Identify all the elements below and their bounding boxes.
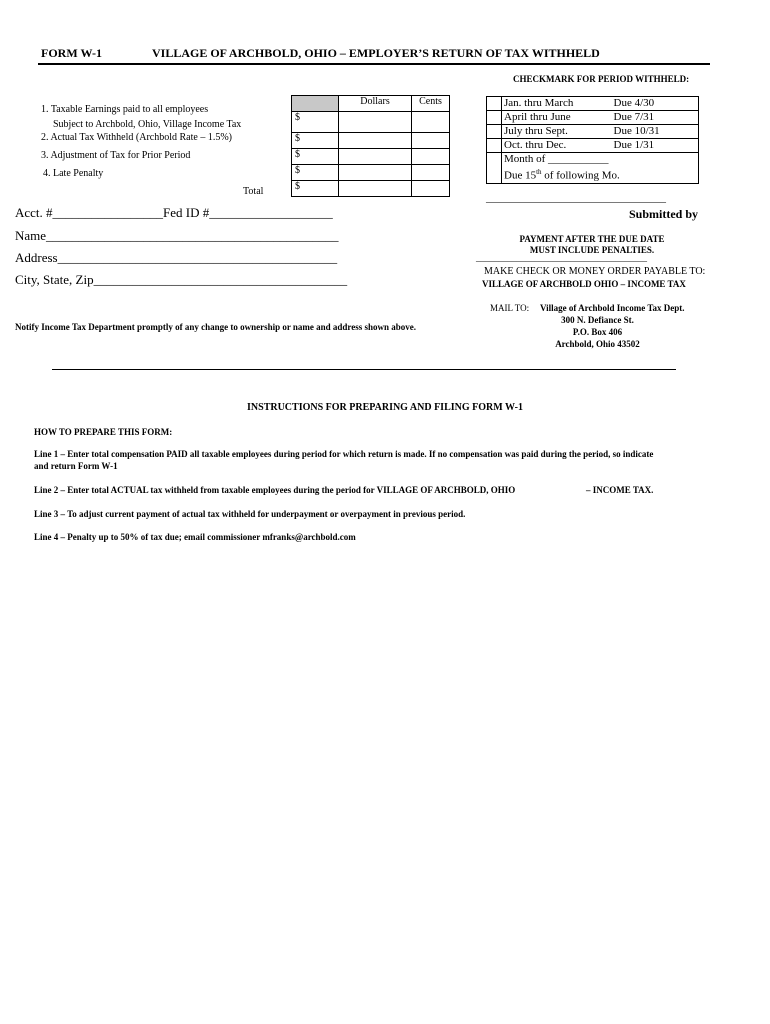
line4-dollars-input[interactable]: [339, 165, 412, 181]
mail-to-label: MAIL TO:: [490, 303, 530, 313]
submitted-by-label: Submitted by: [629, 207, 699, 221]
instruction-line2: Line 2 – Enter total ACTUAL tax withheld from taxable employees during the period for VILLAGE OF ARCHBOLD, OHIO: [34, 485, 516, 495]
line2-cents-input[interactable]: [412, 133, 450, 149]
total-dollars-input[interactable]: [339, 181, 412, 197]
name-field[interactable]: Name_____________________________________________: [15, 228, 339, 243]
monthly-due-suffix: of following Mo.: [541, 169, 620, 182]
line3-dollars-input[interactable]: [339, 149, 412, 165]
form-title: VILLAGE OF ARCHBOLD, OHIO – EMPLOYER’S RETURN OF TAX WITHHELD: [152, 46, 600, 60]
period-due: Due 4/30: [613, 97, 655, 109]
monthly-due-row: [502, 166, 699, 183]
instruction-line4: Line 4 – Penalty up to 50% of tax due; email commissioner mfranks@archbold.com: [34, 532, 356, 542]
period-label: Oct. thru Dec.: [504, 139, 567, 151]
line4-currency: $: [292, 165, 339, 181]
city-state-zip-field[interactable]: City, State, Zip_______________________________________: [15, 272, 348, 287]
line1-currency: $: [292, 112, 339, 133]
period-label: April thru June: [504, 111, 571, 123]
instructions-title: INSTRUCTIONS FOR PREPARING AND FILING FORM W-1: [247, 402, 523, 413]
instruction-line2-suffix: – INCOME TAX.: [586, 485, 654, 495]
notify-notice: Notify Income Tax Department promptly of any change to ownership or name and address shown above.: [15, 322, 417, 332]
amount-header-blank: [292, 96, 339, 112]
mail-address-2: 300 N. Defiance St.: [561, 315, 634, 325]
line3-label: 3. Adjustment of Tax for Prior Period: [41, 150, 191, 161]
period-checkbox[interactable]: [487, 153, 502, 184]
line2-dollars-input[interactable]: [339, 133, 412, 149]
instruction-line3: Line 3 – To adjust current payment of actual tax withheld for underpayment or overpayment in previous period.: [34, 509, 466, 519]
section-rule: [52, 369, 676, 370]
payment-divider: ______________________________________: [476, 253, 647, 263]
payable-line-2: VILLAGE OF ARCHBOLD OHIO – INCOME TAX: [482, 279, 686, 289]
line1-label: 1. Taxable Earnings paid to all employees: [41, 104, 209, 115]
period-checkbox[interactable]: [487, 139, 502, 153]
payment-notice-1: PAYMENT AFTER THE DUE DATE: [519, 234, 665, 244]
period-checkbox[interactable]: [487, 125, 502, 139]
line1-dollars-input[interactable]: [339, 112, 412, 133]
period-label: July thru Sept.: [504, 125, 568, 137]
line1-cents-input[interactable]: [412, 112, 450, 133]
line3-currency: $: [292, 149, 339, 165]
period-due: Due 10/31: [613, 125, 660, 137]
mail-address-4: Archbold, Ohio 43502: [555, 339, 640, 349]
mail-address-3: P.O. Box 406: [572, 327, 623, 337]
monthly-due-prefix: Due 15: [504, 169, 537, 182]
submitted-underline[interactable]: ____________________________________: [486, 193, 666, 204]
period-label: Jan. thru March: [504, 97, 574, 109]
period-label: Month of ___________: [504, 153, 609, 165]
cents-header: Cents: [412, 96, 450, 112]
how-to-prepare: HOW TO PREPARE THIS FORM:: [34, 427, 173, 437]
mail-address-1: Village of Archbold Income Tax Dept.: [540, 303, 685, 313]
instruction-line1-cont: and return Form W-1: [34, 461, 118, 471]
monthly-due-sup: th: [536, 168, 542, 176]
period-row: [502, 139, 699, 153]
dollars-header: Dollars: [339, 96, 412, 112]
line2-currency: $: [292, 133, 339, 149]
line2-label: 2. Actual Tax Withheld (Archbold Rate – 1.5%): [41, 132, 232, 143]
instruction-line1: Line 1 – Enter total compensation PAID all taxable employees during period for which return is made. If no compensation was paid during the period, so indicate: [34, 449, 654, 459]
period-checkbox[interactable]: [487, 111, 502, 125]
payable-line-1: MAKE CHECK OR MONEY ORDER PAYABLE TO:: [484, 266, 706, 277]
line4-cents-input[interactable]: [412, 165, 450, 181]
period-due: Due 1/31: [613, 139, 655, 151]
period-table: [486, 96, 699, 184]
period-row: [502, 125, 699, 139]
line1-sublabel: Subject to Archbold, Ohio, Village Income Tax: [53, 119, 242, 130]
amount-table: [291, 95, 450, 197]
acct-fed-id-field[interactable]: Acct. #_________________Fed ID #___________________: [15, 205, 333, 220]
line3-cents-input[interactable]: [412, 149, 450, 165]
period-row: [502, 111, 699, 125]
checkmark-label: CHECKMARK FOR PERIOD WITHHELD:: [513, 74, 690, 84]
form-id: FORM W-1: [41, 46, 102, 60]
period-due: Due 7/31: [613, 111, 655, 123]
payment-notice-2: MUST INCLUDE PENALTIES.: [529, 245, 655, 255]
total-label: Total: [243, 186, 264, 197]
period-checkbox[interactable]: [487, 97, 502, 111]
month-row: [502, 153, 699, 167]
period-row: [502, 97, 699, 111]
total-cents-input[interactable]: [412, 181, 450, 197]
address-field[interactable]: Address___________________________________________: [15, 250, 338, 265]
line4-label: 4. Late Penalty: [43, 168, 104, 179]
total-currency: $: [292, 181, 339, 197]
header-rule: [38, 63, 710, 65]
